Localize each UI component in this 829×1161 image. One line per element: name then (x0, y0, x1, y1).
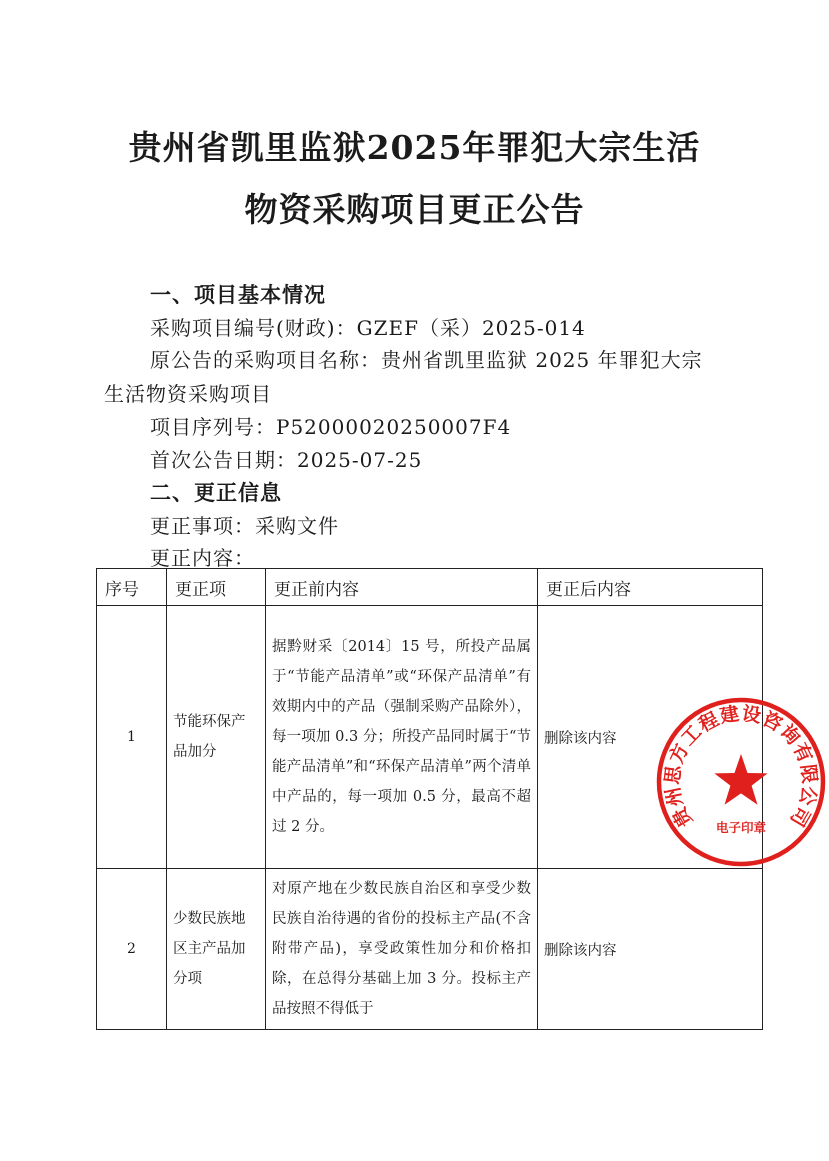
table-header-row (97, 569, 763, 606)
header-after: 更正后内容 (538, 569, 763, 606)
seal-company-name: 贵州思方工程建设咨询有限公司 (661, 702, 821, 831)
row-before: 对原产地在少数民族自治区和享受少数民族自治待遇的省份的投标主产品(不含附带产品)，享受政策性加分和价格扣除，在总得分基础上加 3 分。投标主产品按照不得低于 (266, 869, 538, 1030)
seal-star-icon (714, 754, 767, 805)
document-title-line1: 贵州省凯里监狱2025年罪犯大宗生活 (128, 128, 701, 167)
section2-heading: 二、更正信息 (150, 481, 282, 505)
original-project-name-cont: 生活物资采购项目 (104, 382, 272, 406)
row-seq: 2 (97, 869, 167, 1030)
row-item: 节能环保产品加分 (167, 606, 266, 869)
first-announcement-date: 首次公告日期：2025-07-25 (150, 448, 423, 472)
original-project-name: 原公告的采购项目名称：贵州省凯里监狱 2025 年罪犯大宗 (150, 348, 703, 372)
row-before: 据黔财采〔2014〕15 号，所投产品属于“节能产品清单”或“环保产品清单”有效期内中的产品（强制采购产品除外），每一项加 0.3 分；所投产品同时属于“节能产品清单”和“环保产品清单”两个清单中产品的，每一项加 0.5 分，最高不超过 2 分。 (266, 606, 538, 869)
header-before: 更正前内容 (266, 569, 538, 606)
project-number: 采购项目编号(财政)：GZEF（采）2025-014 (150, 316, 586, 340)
section1-heading: 一、项目基本情况 (150, 283, 326, 307)
correction-content-label: 更正内容： (150, 546, 255, 570)
project-serial-number: 项目序列号：P52000020250007F4 (150, 415, 512, 439)
correction-item: 更正事项：采购文件 (150, 514, 339, 538)
header-item: 更正项 (167, 569, 266, 606)
row-item: 少数民族地区主产品加分项 (167, 869, 266, 1030)
seal-label: 电子印章 (715, 820, 767, 835)
row-after: 删除该内容 (538, 869, 763, 1030)
document-title-line2: 物资采购项目更正公告 (244, 190, 585, 229)
table-row (97, 869, 763, 1030)
header-seq: 序号 (97, 569, 167, 606)
row-after: 删除该内容 (538, 606, 763, 869)
row-seq: 1 (97, 606, 167, 869)
electronic-seal (655, 696, 827, 868)
